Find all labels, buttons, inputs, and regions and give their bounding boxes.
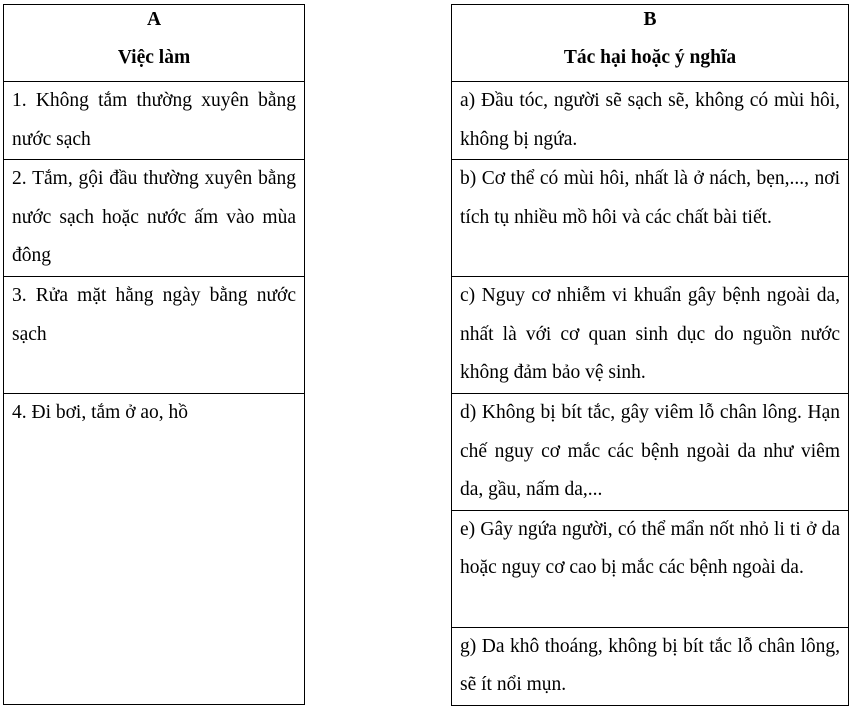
table-b-tac-hai xyxy=(451,4,849,706)
table-b-row xyxy=(452,277,849,394)
table-a-cell-4: 4. Đi bơi, tắm ở ao, hồ xyxy=(4,394,305,705)
table-a-header-cell xyxy=(4,5,305,82)
table-a-cell-2: 2. Tắm, gội đầu thường xuyên bằng nước sạch hoặc nước ấm vào mùa đông xyxy=(4,160,305,277)
table-b-title: Tác hại hoặc ý nghĩa xyxy=(563,47,737,68)
table-a-row xyxy=(4,160,305,277)
table-a-letter: A xyxy=(146,9,162,30)
table-b-cell-g: g) Da khô thoáng, không bị bít tắc lỗ chân lông, sẽ ít nổi mụn. xyxy=(452,627,849,705)
table-a-title: Việc làm xyxy=(117,47,191,68)
table-b-cell-c: c) Nguy cơ nhiễm vi khuẩn gây bệnh ngoài da, nhất là với cơ quan sinh dục do nguồn nước không đảm bảo vệ sinh. xyxy=(452,277,849,394)
table-b-cell-a: a) Đầu tóc, người sẽ sạch sẽ, không có mùi hôi, không bị ngứa. xyxy=(452,82,849,160)
table-a-row xyxy=(4,277,305,394)
table-a-viec-lam xyxy=(3,4,305,705)
table-b-cell-d: d) Không bị bít tắc, gây viêm lỗ chân lông. Hạn chế nguy cơ mắc các bệnh ngoài da như viêm da, gầu, nấm da,... xyxy=(452,394,849,511)
table-b-row xyxy=(452,510,849,627)
table-a-cell-1: 1. Không tắm thường xuyên bằng nước sạch xyxy=(4,82,305,160)
table-a-cell-3: 3. Rửa mặt hằng ngày bằng nước sạch xyxy=(4,277,305,394)
table-b-cell-e: e) Gây ngứa người, có thể mẩn nốt nhỏ li ti ở da hoặc nguy cơ cao bị mắc các bệnh ngoài da. xyxy=(452,510,849,627)
table-b-row xyxy=(452,627,849,705)
table-b-header-row xyxy=(452,5,849,82)
table-a-row xyxy=(4,82,305,160)
table-b-cell-b: b) Cơ thể có mùi hôi, nhất là ở nách, bẹn,..., nơi tích tụ nhiều mồ hôi và các chất bài tiết. xyxy=(452,160,849,277)
table-b-letter: B xyxy=(643,9,657,30)
table-b-row xyxy=(452,82,849,160)
table-a-header-row xyxy=(4,5,305,82)
table-b-header-cell xyxy=(452,5,849,82)
table-a-row xyxy=(4,394,305,705)
table-b-row xyxy=(452,394,849,511)
table-b-row xyxy=(452,160,849,277)
